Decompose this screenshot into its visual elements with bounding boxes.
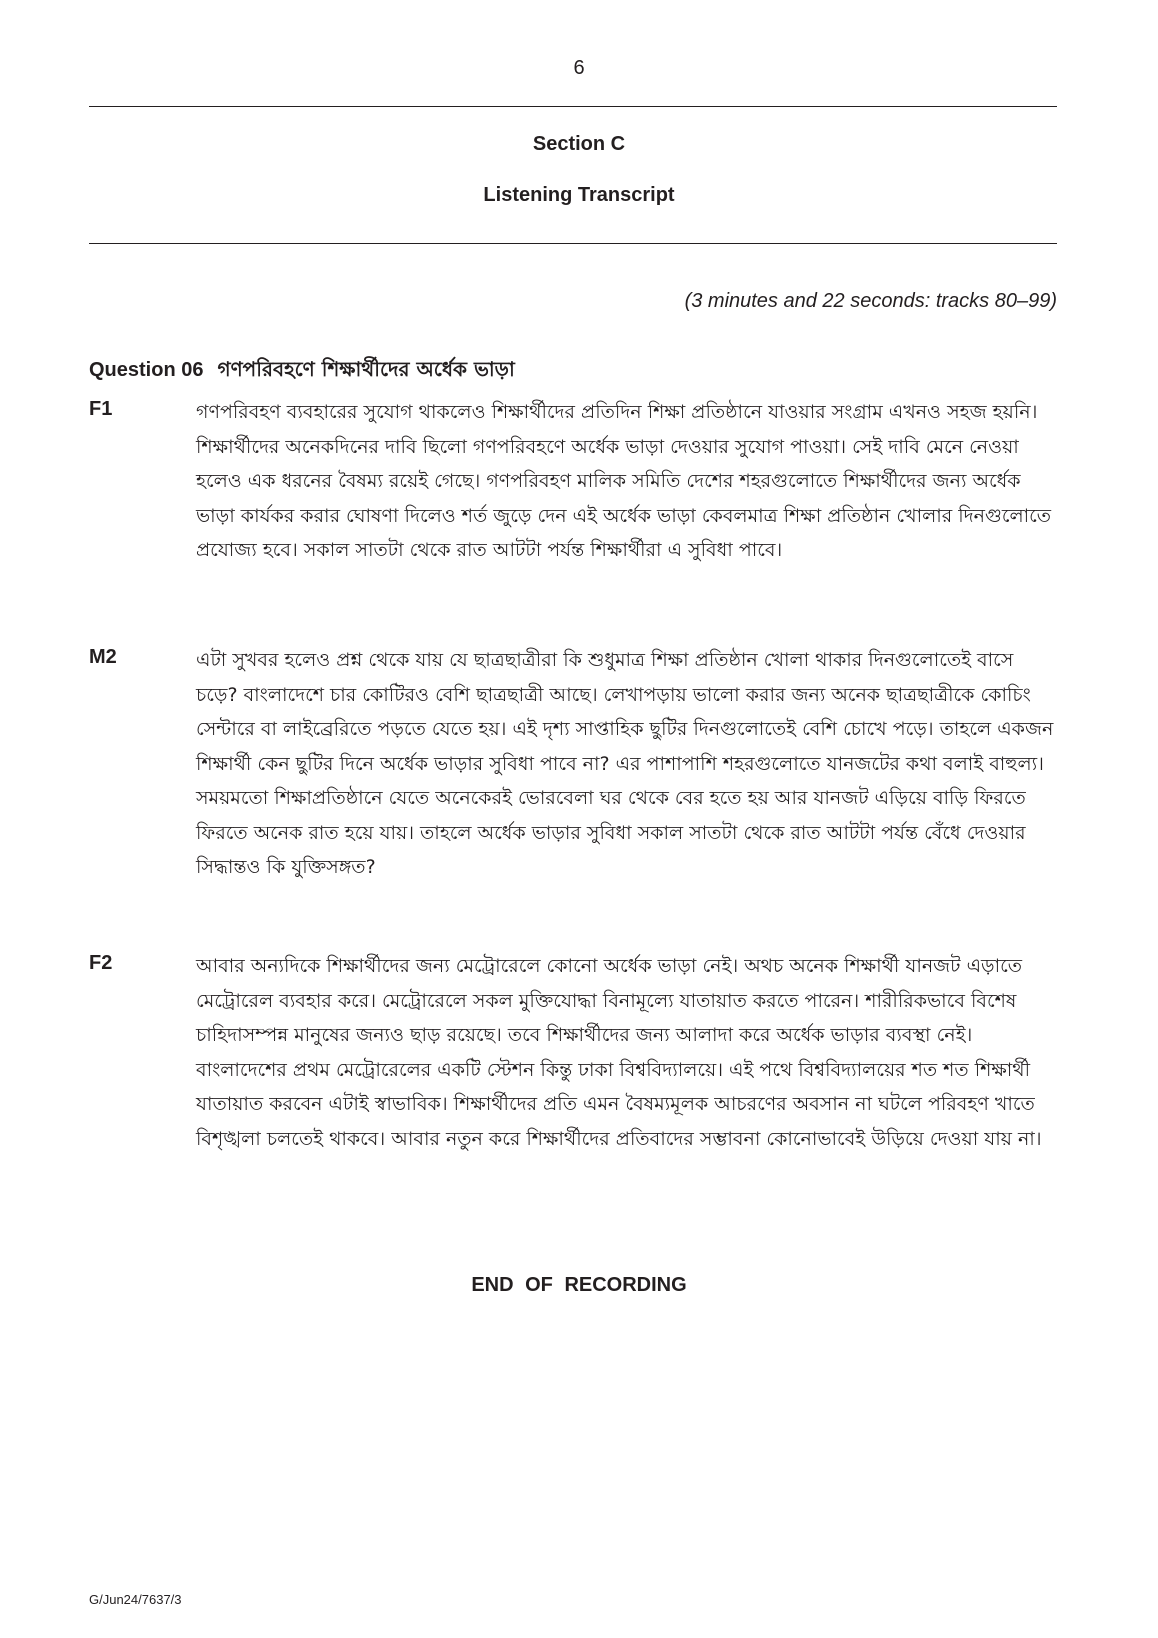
speaker-label: F1 (89, 398, 113, 420)
speaker-label: M2 (89, 646, 117, 668)
top-divider (89, 106, 1057, 107)
section-subtitle: Listening Transcript (483, 184, 675, 206)
page-number: 6 (573, 57, 585, 79)
speaker-text: এটা সুখবর হলেও প্রশ্ন থেকে যায় যে ছাত্রছাত্রীরা কি শুধুমাত্র শিক্ষা প্রতিষ্ঠান খোলা থাকার দিনগুলোতেই বাসে চড়ে? বাংলাদেশে চার কোটিরও বেশি ছাত্রছাত্রী আছে। লেখাপড়ায় ভালো করার জন্য অনেক ছাত্রছাত্রীকে কোচিং সেন্টারে বা লাইব্রেরিতে পড়তে যেতে হয়। এই দৃশ্য সাপ্তাহিক ছুটির দিনগুলোতেই বেশি চোখে পড়ে। তাহলে একজন শিক্ষার্থী কেন ছুটির দিনে অর্ধেক ভাড়ার সুবিধা পাবে না? এর পাশাপাশি শহরগুলোতে যানজটের কথা বলাই বাহুল্য। সময়মতো শিক্ষাপ্রতিষ্ঠানে যেতে অনেকেরই ভোরবেলা ঘর থেকে বের হতে হয় আর যানজট এড়িয়ে বাড়ি ফিরতে ফিরতে অনেক রাত হয়ে যায়। তাহলে অর্ধেক ভাড়ার সুবিধা সকাল সাতটা থেকে রাত আটটা পর্যন্ত বেঁধে দেওয়ার সিদ্ধান্তও কি যুক্তিসঙ্গত? (196, 649, 1054, 878)
speaker-text: আবার অন্যদিকে শিক্ষার্থীদের জন্য মেট্রোরেলে কোনো অর্ধেক ভাড়া নেই। অথচ অনেক শিক্ষার্থী যানজট এড়াতে মেট্রোরেল ব্যবহার করে। মেট্রোরেলে সকল মুক্তিযোদ্ধা বিনামূল্যে যাতায়াত করতে পারেন। শারীরিকভাবে বিশেষ চাহিদাসম্পন্ন মানুষের জন্যও ছাড় রয়েছে। তবে শিক্ষার্থীদের জন্য আলাদা করে অর্ধেক ভাড়ার ব্যবস্থা নেই। বাংলাদেশের প্রথম মেট্রোরেলের একটি স্টেশন কিন্তু ঢাকা বিশ্ববিদ্যালয়ে। এই পথে বিশ্ববিদ্যালয়ের শত শত শিক্ষার্থী যাতায়াত করবেন এটাই স্বাভাবিক। শিক্ষার্থীদের প্রতি এমন বৈষম্যমূলক আচরণের অবসান না ঘটলে পরিবহণ খাতে বিশৃঙ্খলা চলতেই থাকবে। আবার নতুন করে শিক্ষার্থীদের প্রতিবাদের সম্ভাবনা কোনোভাবেই উড়িয়ে দেওয়া যায় না। (196, 955, 1042, 1150)
question-label: Question 06 (89, 359, 204, 381)
footer-code: G/Jun24/7637/3 (89, 1592, 182, 1607)
question-heading (89, 355, 515, 388)
question-title: গণপরিবহণে শিক্ষার্থীদের অর্ধেক ভাড়া (217, 357, 515, 381)
bottom-divider (89, 243, 1057, 244)
end-of-recording: END OF RECORDING (471, 1274, 687, 1296)
speaker-label: F2 (89, 952, 113, 974)
section-title: Section C (532, 133, 626, 155)
duration-note: (3 minutes and 22 seconds: tracks 80–99) (684, 290, 1057, 312)
speaker-text: গণপরিবহণ ব্যবহারের সুযোগ থাকলেও শিক্ষার্থীদের প্রতিদিন শিক্ষা প্রতিষ্ঠানে যাওয়ার সংগ্রাম এখনও সহজ হয়নি। শিক্ষার্থীদের অনেকদিনের দাবি ছিলো গণপরিবহণে অর্ধেক ভাড়া দেওয়ার সুযোগ পাওয়া। সেই দাবি মেনে নেওয়া হলেও এক ধরনের বৈষম্য রয়েই গেছে। গণপরিবহণ মালিক সমিতি দেশের শহরগুলোতে শিক্ষার্থীদের জন্য অর্ধেক ভাড়া কার্যকর করার ঘোষণা দিলেও শর্ত জুড়ে দেন এই অর্ধেক ভাড়া কেবলমাত্র শিক্ষা প্রতিষ্ঠান খোলার দিনগুলোতে প্রযোজ্য হবে। সকাল সাতটা থেকে রাত আটটা পর্যন্ত শিক্ষার্থীরা এ সুবিধা পাবে। (196, 401, 1052, 561)
